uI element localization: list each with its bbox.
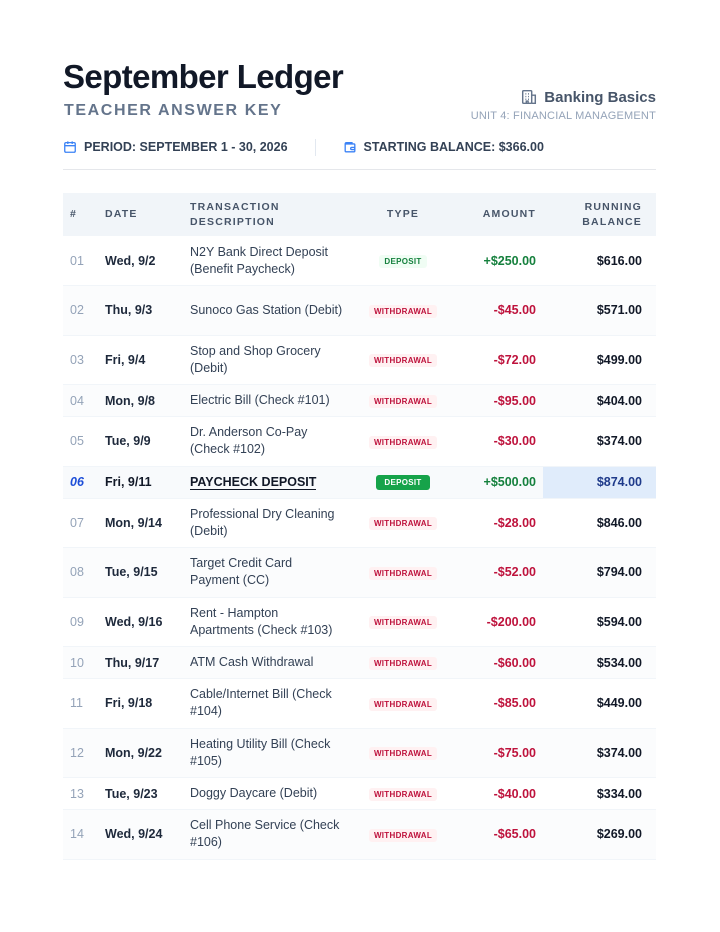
table-row	[63, 728, 656, 778]
row-balance: $499.00	[596, 352, 642, 367]
ledger-table	[63, 193, 656, 860]
row-number: 06	[70, 475, 84, 489]
period-info	[63, 140, 288, 154]
row-balance: $374.00	[596, 434, 642, 449]
type-badge: WITHDRAWAL	[369, 567, 437, 580]
table-row	[63, 810, 656, 860]
row-description-text: Cable/Internet Bill (Check #104)	[190, 687, 332, 719]
row-date: Tue, 9/9	[105, 434, 151, 449]
row-amount: -$45.00	[493, 303, 536, 318]
row-description	[190, 335, 353, 385]
row-balance: $269.00	[596, 827, 642, 842]
row-amount: -$28.00	[493, 515, 536, 530]
brand-name: Banking Basics	[544, 88, 656, 106]
row-number: 01	[70, 253, 84, 268]
page-title: September Ledger	[63, 58, 344, 95]
table-row	[63, 597, 656, 647]
row-amount: -$75.00	[493, 745, 536, 760]
table-row	[63, 679, 656, 729]
column-header-num: #	[70, 208, 78, 220]
row-description-text: Professional Dry Cleaning (Debit)	[190, 506, 335, 538]
row-description	[190, 778, 353, 810]
row-date: Fri, 9/4	[105, 352, 146, 367]
row-amount: -$95.00	[493, 393, 536, 408]
wallet-icon	[343, 140, 357, 154]
row-date: Mon, 9/22	[105, 745, 162, 760]
row-amount: +$500.00	[483, 475, 536, 489]
page-subtitle: TEACHER ANSWER KEY	[64, 102, 283, 119]
type-badge: WITHDRAWAL	[369, 788, 437, 801]
row-date: Mon, 9/8	[105, 393, 156, 408]
column-header-date: DATE	[105, 208, 138, 220]
meta-bar	[63, 138, 544, 156]
row-type	[353, 647, 453, 679]
row-amount: +$250.00	[483, 253, 536, 268]
row-description-text: Cell Phone Service (Check #106)	[190, 818, 340, 850]
brand	[520, 88, 656, 106]
table-row	[63, 236, 656, 286]
row-balance: $404.00	[596, 393, 642, 408]
row-date: Thu, 9/3	[105, 303, 153, 318]
row-balance: $594.00	[596, 614, 642, 629]
table-header-row	[63, 193, 656, 236]
row-description-text: Doggy Daycare (Debit)	[190, 786, 318, 800]
row-amount: -$40.00	[493, 786, 536, 801]
row-description	[190, 385, 353, 417]
row-description-text: Electric Bill (Check #101)	[190, 393, 330, 407]
row-number: 05	[70, 434, 84, 449]
table-row	[63, 286, 656, 336]
row-amount: -$200.00	[486, 614, 536, 629]
row-type	[353, 548, 453, 598]
row-balance: $374.00	[596, 745, 642, 760]
table-row	[63, 498, 656, 548]
row-date: Tue, 9/23	[105, 786, 158, 801]
row-description-text: ATM Cash Withdrawal	[190, 655, 314, 669]
row-type	[353, 335, 453, 385]
building-icon	[520, 88, 538, 106]
row-number: 03	[70, 352, 84, 367]
row-amount: -$52.00	[493, 565, 536, 580]
row-date: Wed, 9/2	[105, 253, 156, 268]
row-amount: -$30.00	[493, 434, 536, 449]
row-date: Fri, 9/18	[105, 696, 153, 711]
row-description	[190, 597, 353, 647]
row-number: 14	[70, 827, 84, 842]
row-description	[190, 417, 353, 467]
row-amount: -$85.00	[493, 696, 536, 711]
row-balance: $449.00	[596, 696, 642, 711]
row-balance: $846.00	[596, 515, 642, 530]
type-badge: WITHDRAWAL	[369, 829, 437, 842]
row-description	[190, 728, 353, 778]
starting-balance-text: STARTING BALANCE: $366.00	[363, 140, 544, 154]
row-description	[190, 466, 353, 498]
row-number: 12	[70, 745, 84, 760]
row-description-text: Heating Utility Bill (Check #105)	[190, 736, 331, 768]
row-balance: $616.00	[596, 253, 642, 268]
type-badge: WITHDRAWAL	[369, 616, 437, 629]
type-badge: WITHDRAWAL	[369, 436, 437, 449]
row-description	[190, 286, 353, 336]
type-badge: WITHDRAWAL	[369, 517, 437, 530]
row-date: Fri, 9/11	[105, 475, 152, 489]
row-number: 04	[70, 393, 84, 408]
starting-balance-info	[343, 140, 544, 154]
row-date: Mon, 9/14	[105, 515, 162, 530]
type-badge: WITHDRAWAL	[369, 305, 437, 318]
type-badge: WITHDRAWAL	[369, 698, 437, 711]
row-amount: -$72.00	[493, 352, 536, 367]
type-badge: WITHDRAWAL	[369, 747, 437, 760]
row-description-text: Rent - Hampton Apartments (Check #103)	[190, 605, 333, 637]
row-description-text: Target Credit Card Payment (CC)	[190, 556, 293, 588]
column-header-type: TYPE	[386, 208, 420, 220]
type-badge: WITHDRAWAL	[369, 354, 437, 367]
row-type	[353, 417, 453, 467]
row-description	[190, 498, 353, 548]
row-date: Thu, 9/17	[105, 655, 160, 670]
row-type	[353, 498, 453, 548]
calendar-icon	[63, 140, 77, 154]
row-type	[353, 728, 453, 778]
row-number: 13	[70, 786, 84, 801]
row-number: 02	[70, 303, 84, 318]
column-header-description: TRANSACTION DESCRIPTION	[190, 200, 280, 228]
row-type	[353, 597, 453, 647]
row-description-text: Stop and Shop Grocery (Debit)	[190, 343, 321, 375]
table-row	[63, 548, 656, 598]
row-date: Wed, 9/24	[105, 827, 163, 842]
table-row	[63, 385, 656, 417]
row-balance: $534.00	[596, 655, 642, 670]
row-type	[353, 679, 453, 729]
row-amount: -$60.00	[493, 655, 536, 670]
row-number: 11	[70, 696, 83, 711]
row-number: 09	[70, 614, 84, 629]
meta-divider	[315, 139, 316, 156]
row-description-text: PAYCHECK DEPOSIT	[190, 474, 317, 489]
row-amount: -$65.00	[493, 827, 536, 842]
row-description	[190, 647, 353, 679]
row-balance: $874.00	[543, 466, 656, 498]
column-header-balance: RUNNING BALANCE	[582, 200, 642, 228]
row-type	[353, 286, 453, 336]
row-description-text: Dr. Anderson Co-Pay (Check #102)	[190, 425, 308, 457]
row-balance: $334.00	[596, 786, 642, 801]
row-description	[190, 810, 353, 860]
period-text: PERIOD: SEPTEMBER 1 - 30, 2026	[84, 140, 288, 154]
table-row	[63, 417, 656, 467]
type-badge: DEPOSIT	[379, 255, 426, 268]
type-badge: DEPOSIT	[376, 475, 429, 490]
row-type	[353, 236, 453, 286]
row-description-text: N2Y Bank Direct Deposit (Benefit Paycheck)	[190, 244, 329, 276]
row-description	[190, 679, 353, 729]
row-balance: $571.00	[596, 303, 642, 318]
row-number: 10	[70, 655, 84, 670]
row-type	[353, 385, 453, 417]
table-row	[63, 466, 656, 498]
row-type	[353, 466, 453, 498]
row-description-text: Sunoco Gas Station (Debit)	[190, 302, 343, 317]
type-badge: WITHDRAWAL	[369, 657, 437, 670]
column-header-amount: AMOUNT	[482, 208, 536, 220]
row-number: 07	[70, 515, 84, 530]
row-date: Wed, 9/16	[105, 614, 163, 629]
row-description	[190, 236, 353, 286]
row-type	[353, 778, 453, 810]
table-row	[63, 778, 656, 810]
table-row	[63, 647, 656, 679]
row-balance: $794.00	[596, 565, 642, 580]
row-type	[353, 810, 453, 860]
row-date: Tue, 9/15	[105, 565, 158, 580]
type-badge: WITHDRAWAL	[369, 395, 437, 408]
row-description	[190, 548, 353, 598]
unit-label: UNIT 4: FINANCIAL MANAGEMENT	[470, 110, 656, 122]
table-row	[63, 335, 656, 385]
row-number: 08	[70, 565, 84, 580]
header-divider	[63, 169, 656, 170]
